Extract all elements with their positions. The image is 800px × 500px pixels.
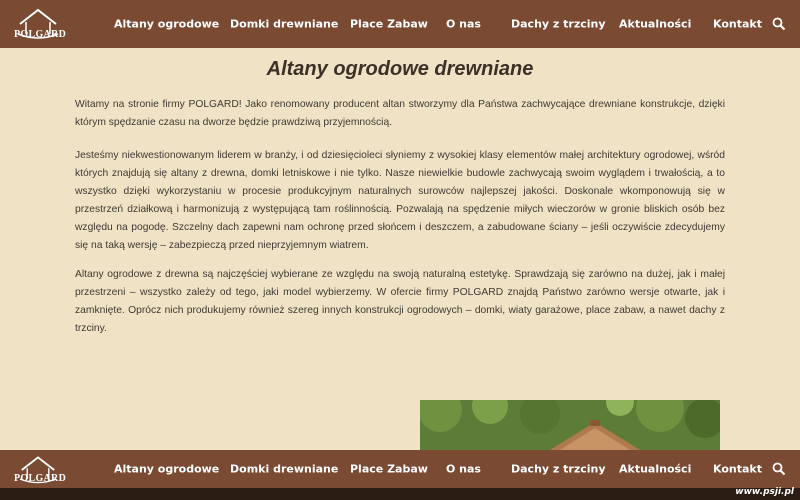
gazebo-photo <box>420 400 720 450</box>
nav-altany-ogrodowe[interactable]: Altany ogrodowe <box>114 17 220 31</box>
intro-paragraph: Witamy na stronie firmy POLGARD! Jako renomowany producent altan stworzymy dla Państwa zachwycające drewniane konstrukcje, dzięki którym spędzanie czasu na dworze będzie prawdziwą przyjemnością. <box>75 99 725 128</box>
search-icon[interactable] <box>772 462 786 476</box>
logo-text: POLGARD <box>14 29 67 40</box>
sticky-navbar <box>0 450 800 488</box>
nav-dachy-z-trzciny[interactable]: Dachy z trzciny <box>511 462 606 476</box>
offer-paragraph: Altany ogrodowe z drewna są najczęściej wybierane ze względu na swoją naturalną estetykę. Sprawdzają się zarówno na dużej, jak i małej przestrzeni – wszystko zależy od tego, jaki model wybierzemy. W ofercie firmy POLGARD znajdą Państwo zarówno wersje otwarte, jak i zamknięte. Oprócz nich produkujemy również szereg innych konstrukcji ogrodowych – domki, wiaty garażowe, place zabaw, a nawet dachy z trzciny. <box>75 269 725 334</box>
watermark: www.psji.pl <box>735 487 794 497</box>
nav-domki-drewniane[interactable]: Domki drewniane <box>230 462 339 476</box>
logo-text: POLGARD <box>14 473 67 484</box>
nav-place-zabaw[interactable]: Place Zabaw <box>350 462 428 476</box>
page-title: Altany ogrodowe drewniane <box>266 58 534 80</box>
nav-o-nas[interactable]: O nas <box>446 17 481 31</box>
polgard-logo[interactable] <box>14 452 67 488</box>
nav-dachy-z-trzciny[interactable]: Dachy z trzciny <box>511 17 606 31</box>
nav-place-zabaw[interactable]: Place Zabaw <box>350 17 428 31</box>
nav-aktualnosci[interactable]: Aktualności <box>619 462 692 476</box>
top-navbar <box>0 0 800 48</box>
nav-domki-drewniane[interactable]: Domki drewniane <box>230 17 339 31</box>
nav-altany-ogrodowe[interactable]: Altany ogrodowe <box>114 462 220 476</box>
search-icon[interactable] <box>772 17 786 31</box>
footer-strip <box>0 488 800 500</box>
nav-kontakt[interactable]: Kontakt <box>713 17 762 31</box>
nav-o-nas[interactable]: O nas <box>446 462 481 476</box>
leader-paragraph: Jesteśmy niekwestionowanym liderem w branży, i od dziesięcioleci słyniemy z wysokiej klasy elementów małej architektury ogrodowej, wśród których znajdują się altany z drewna, domki letniskowe i nie tylko. Nasze niewielkie budowle zachwycają swoim wyglądem i trwałością, a to wszystko dzięki wykorzystaniu w procesie produkcyjnym naturalnych surowców najlepszej jakości. Doskonale wkomponowują się w przestrzeń działkową i harmonizują z występującą tam roślinnością. Pozwalają na spędzenie miłych wieczorów w gronie bliskich osób bez względu na pogodę. Szczelny dach zapewni nam ochronę przed słońcem i deszczem, a zabudowane ściany – jeśli oczywiście zdecydujemy się na taką wersję – zabezpieczą przed nieprzyjemnym wiatrem. <box>75 150 725 251</box>
main-content <box>0 48 800 450</box>
polgard-logo[interactable] <box>14 4 67 44</box>
nav-kontakt[interactable]: Kontakt <box>713 462 762 476</box>
nav-aktualnosci[interactable]: Aktualności <box>619 17 692 31</box>
